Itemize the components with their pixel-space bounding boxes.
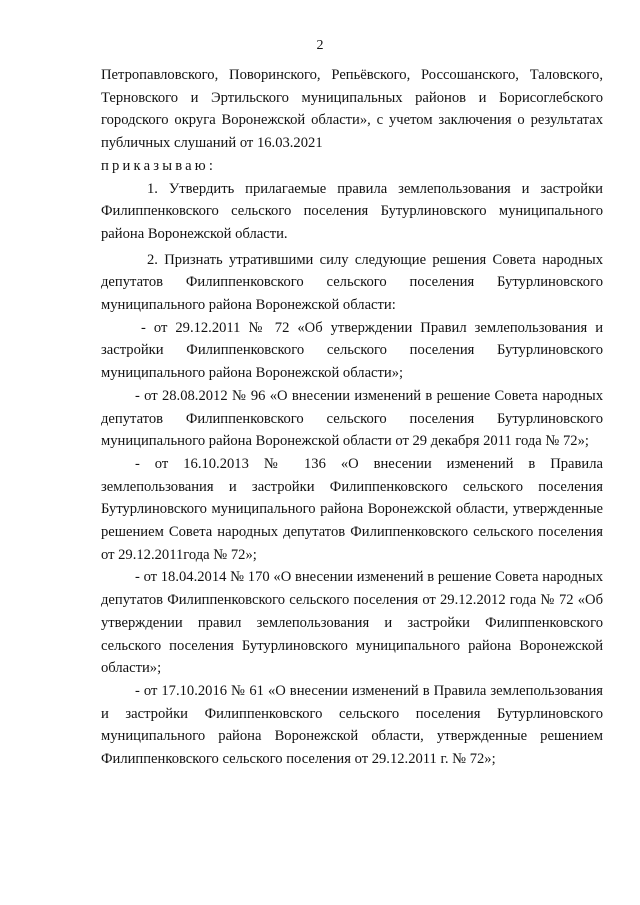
decision-paragraph: - от 16.10.2013 № 136 «О внесении изменений в Правила землепользования и застройки Филиппенковского сельского поселения Бутурлиновского муниципального района Воронежской области, утвержденные решением Совета народных депутатов Филиппенковского сельского поселения от 29.12.2011года № 72»;	[101, 455, 603, 563]
intro-paragraph: Петропавловского, Поворинского, Репьёвского, Россошанского, Таловского, Терновского и Эртильского муниципальных районов и Борисоглебского городского округа Воронежской области», с учетом заключения о результатах публичных слушаний от 16.03.2021	[101, 67, 603, 152]
decision-paragraph: - от 18.04.2014 № 170 «О внесении изменений в решение Совета народных депутатов Филиппенковского сельского поселения от 29.12.2012 года № 72 «Об утверждении правил землепользования и застройки Филиппенковского сельского поселения Бутурлиновского муниципального района Воронежской области»;	[101, 569, 603, 677]
item-2-paragraph: 2. Признать утратившими силу следующие решения Совета народных депутатов Филиппенковского сельского поселения Бутурлиновского муниципального района Воронежской области:	[101, 251, 603, 314]
document-body	[101, 64, 603, 771]
decision-paragraph: - от 17.10.2016 № 61 «О внесении изменений в Правила землепользования и застройки Филиппенковского сельского поселения Бутурлиновского муниципального района Воронежской области, утвержденные решением Филиппенковского сельского поселения от 29.12.2011 г. № 72»;	[101, 682, 603, 768]
decision-paragraph: - от 29.12.2011 № 72 «Об утверждении Правил землепользования и застройки Филиппенковского сельского поселения Бутурлиновского муниципального района Воронежской области»;	[101, 319, 603, 382]
page-number: 2	[316, 38, 324, 53]
item-1-paragraph: 1. Утвердить прилагаемые правила землепользования и застройки Филиппенковского сельского поселения Бутурлиновского муниципального района Воронежской области.	[101, 180, 603, 242]
order-word: приказываю:	[101, 157, 217, 174]
decision-paragraph: - от 28.08.2012 № 96 «О внесении изменений в решение Совета народных депутатов Филиппенковского сельского поселения Бутурлиновского муниципального района Воронежской области от 29 декабря 2011 года № 72»;	[101, 387, 603, 450]
